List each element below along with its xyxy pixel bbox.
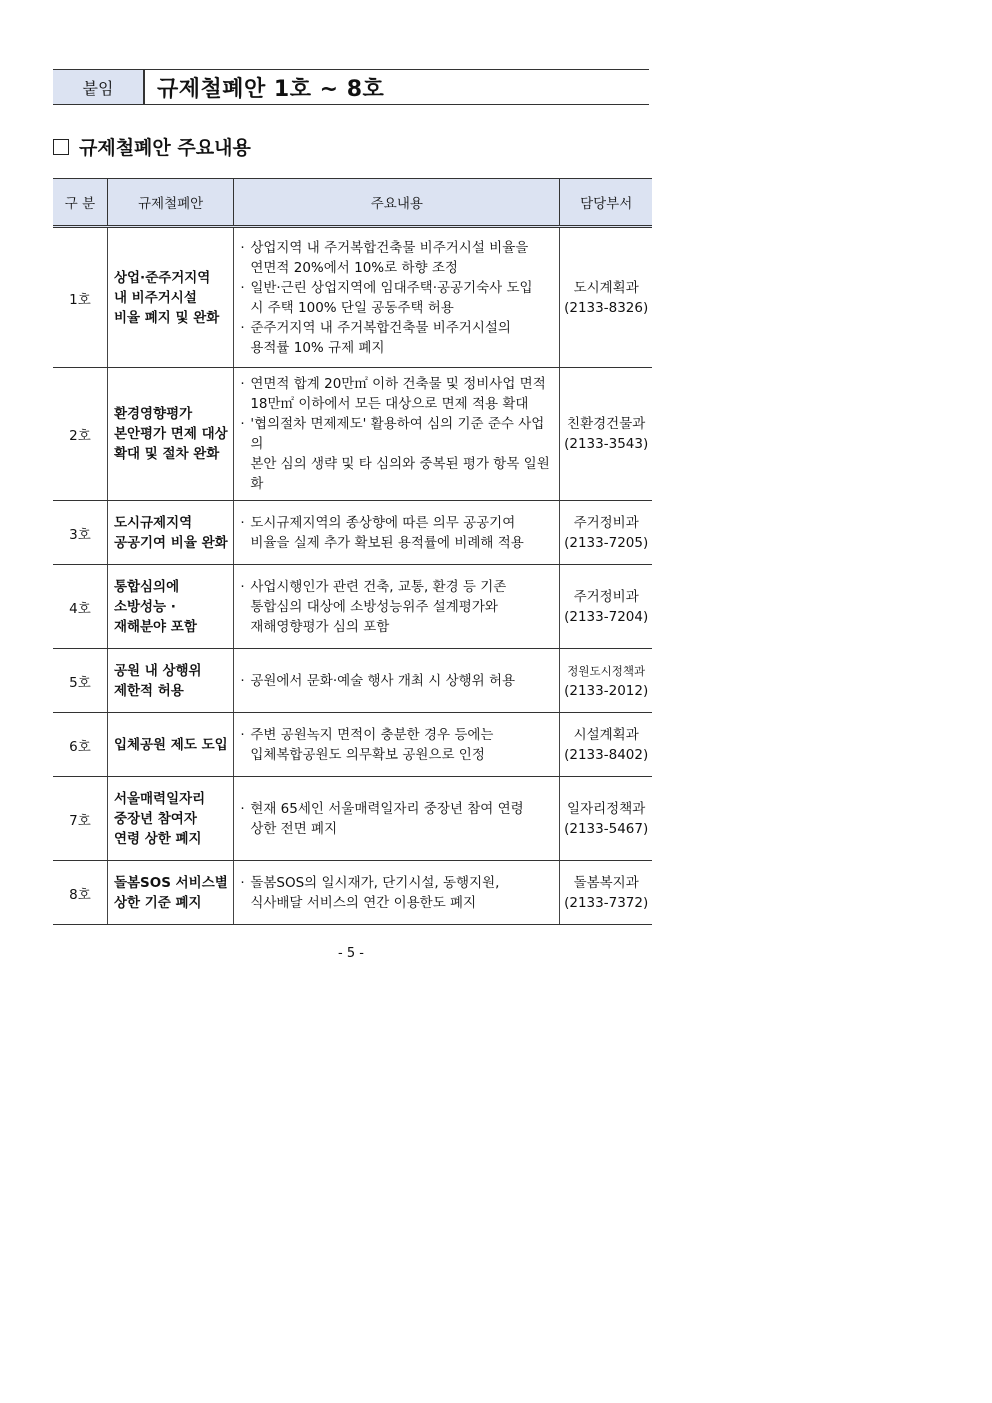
content-line [240, 617, 553, 637]
proposal-title-line: 상업·준주거지역 [113, 269, 211, 286]
department-phone: (2133-8402) [564, 746, 649, 763]
content-line [240, 238, 553, 258]
proposal-title-line: 서울매력일자리 [113, 790, 206, 807]
bullet [240, 533, 250, 553]
bullet [240, 597, 250, 617]
content-line [240, 799, 553, 819]
department-phone: (2133-7205) [564, 534, 649, 551]
content-line [240, 278, 553, 298]
content-text: 시 주택 100% 단일 공동주택 허용 [250, 299, 454, 316]
column-header-number: 구 분 [53, 179, 107, 227]
bullet [240, 893, 250, 913]
content-text: 공원에서 문화·예술 행사 개최 시 상행위 허용 [250, 672, 516, 689]
department-name: 돌봄복지과 [573, 874, 639, 891]
bullet: · [240, 726, 245, 743]
proposal-title-line: 공원 내 상행위 [113, 662, 202, 679]
main-content [234, 565, 560, 649]
department-phone: (2133-2012) [564, 682, 649, 699]
proposal-title-line: 도시규제지역 [113, 514, 193, 531]
proposal-title-line: 상한 기준 폐지 [113, 894, 202, 911]
bullet: · [240, 874, 245, 891]
bullet: · [240, 319, 245, 336]
content-text: 연면적 합계 20만㎡ 이하 건축물 및 정비사업 면적 [250, 376, 546, 392]
bullet: · [240, 672, 245, 689]
bullet [240, 745, 250, 765]
content-text: 18만㎡ 이하에서 모든 대상으로 면제 적용 확대 [250, 396, 529, 412]
table-row [53, 368, 652, 501]
proposal-title [107, 777, 233, 861]
content-line [240, 318, 553, 338]
page-number: - 5 - [338, 946, 364, 961]
content-line [240, 893, 553, 913]
content-text: 식사배달 서비스의 연간 이용한도 폐지 [250, 894, 477, 911]
table-row [53, 227, 652, 368]
proposal-title-line: 공공기여 비율 완화 [113, 534, 228, 551]
content-text: 용적률 10% 규제 폐지 [250, 339, 385, 356]
main-content [234, 713, 560, 777]
department-phone: (2133-8326) [564, 299, 649, 316]
content-text: 준주거지역 내 주거복합건축물 비주거시설의 [250, 319, 511, 336]
bullet [240, 258, 250, 278]
row-number: 8호 [53, 861, 107, 925]
content-line [240, 394, 553, 414]
proposal-title-line: 통합심의에 [113, 578, 180, 595]
proposal-title-line: 환경영향평가 [113, 406, 193, 422]
content-text: 입체복합공원도 의무확보 공원으로 인정 [250, 746, 485, 763]
content-line [240, 819, 553, 839]
bullet [240, 338, 250, 358]
bullet: · [240, 279, 245, 296]
department-name: 일자리정책과 [567, 800, 646, 817]
bullet [240, 454, 250, 494]
row-number: 6호 [53, 713, 107, 777]
department [560, 565, 652, 649]
bullet [240, 819, 250, 839]
row-number: 2호 [53, 368, 107, 501]
proposal-title [107, 649, 233, 713]
content-line [240, 533, 553, 553]
row-number: 7호 [53, 777, 107, 861]
proposal-title-line: 확대 및 절차 완화 [113, 446, 220, 462]
proposal-title [107, 565, 233, 649]
proposal-title-line: 중장년 참여자 [113, 810, 197, 827]
content-text: 본안 심의 생략 및 타 심의와 중복된 평가 항목 일원화 [250, 456, 550, 492]
bullet [240, 298, 250, 318]
table-row [53, 565, 652, 649]
content-text: 통합심의 대상에 소방성능위주 설계평가와 [250, 598, 498, 615]
table-row [53, 861, 652, 925]
department [560, 227, 652, 368]
content-line [240, 374, 553, 394]
department [560, 501, 652, 565]
proposal-title [107, 227, 233, 368]
content-text: 상한 전면 폐지 [250, 820, 338, 837]
proposal-title-line: 소방성능 · [113, 598, 176, 615]
main-content [234, 368, 560, 501]
proposal-title [107, 501, 233, 565]
content-line [240, 745, 553, 765]
department-name: 주거정비과 [573, 514, 639, 531]
row-number: 1호 [53, 227, 107, 368]
table-row [53, 501, 652, 565]
department [560, 713, 652, 777]
department-name: 도시계획과 [573, 279, 639, 296]
content-text: 현재 65세인 서울매력일자리 중장년 참여 연령 [250, 800, 524, 817]
bullet [240, 617, 250, 637]
bullet: · [240, 800, 245, 817]
proposal-title-line: 재해분야 포함 [113, 618, 197, 635]
checkbox-square-icon [53, 139, 69, 155]
content-line [240, 671, 553, 691]
regulation-table [53, 178, 652, 925]
proposal-title [107, 861, 233, 925]
content-text: 일반·근린 상업지역에 임대주택·공공기숙사 도입 [250, 279, 533, 296]
proposal-title-line: 본안평가 면제 대상 [113, 426, 228, 442]
content-text: 재해영향평가 심의 포함 [250, 618, 390, 635]
proposal-title-line: 돌봄SOS 서비스별 [113, 874, 228, 891]
document-header [53, 69, 649, 105]
bullet [240, 394, 250, 414]
column-header-content: 주요내용 [234, 179, 560, 227]
content-text: 사업시행인가 관련 건축, 교통, 환경 등 기존 [250, 578, 507, 595]
department-name: 주거정비과 [573, 588, 639, 605]
proposal-title-line: 비율 폐지 및 완화 [113, 309, 220, 326]
department-phone: (2133-3543) [564, 436, 649, 452]
row-number: 3호 [53, 501, 107, 565]
department-phone: (2133-7204) [564, 608, 649, 625]
row-number: 4호 [53, 565, 107, 649]
content-text: 비율을 실제 추가 확보된 용적률에 비례해 적용 [250, 534, 524, 551]
bullet: · [240, 239, 245, 256]
department-name: 시설계획과 [573, 726, 639, 743]
section-title: 규제철폐안 주요내용 [79, 137, 251, 159]
table-row [53, 649, 652, 713]
document-title: 규제철폐안 1호 ~ 8호 [157, 76, 385, 102]
content-text: 도시규제지역의 종상향에 따른 의무 공공기여 [250, 514, 516, 531]
bullet: · [240, 514, 245, 531]
bullet: · [240, 416, 245, 432]
table-header-row [53, 179, 652, 227]
department-phone: (2133-7372) [564, 894, 649, 911]
department [560, 368, 652, 501]
attachment-tag: 붙임 [53, 70, 145, 104]
main-content [234, 861, 560, 925]
proposal-title-line: 제한적 허용 [113, 682, 184, 699]
content-text: 연면적 20%에서 10%로 하향 조정 [250, 259, 458, 276]
content-line [240, 725, 553, 745]
content-line [240, 454, 553, 494]
proposal-title-line: 입체공원 제도 도입 [113, 736, 228, 753]
table-row [53, 777, 652, 861]
proposal-title [107, 368, 233, 501]
content-text: 주변 공원녹지 면적이 충분한 경우 등에는 [250, 726, 494, 743]
content-line [240, 258, 553, 278]
content-text: 돌봄SOS의 일시재가, 단기시설, 동행지원, [250, 874, 500, 891]
table-row [53, 713, 652, 777]
proposal-title-line: 연령 상한 폐지 [113, 830, 202, 847]
bullet: · [240, 376, 245, 392]
content-text: '협의절차 면제제도' 활용하여 심의 기준 준수 사업의 [250, 416, 545, 452]
department [560, 861, 652, 925]
proposal-title-line: 내 비주거시설 [113, 289, 197, 306]
department-name: 친환경건물과 [567, 416, 646, 432]
department [560, 649, 652, 713]
content-line [240, 873, 553, 893]
main-content [234, 227, 560, 368]
department-name: 정원도시정책과 [567, 663, 646, 678]
main-content [234, 649, 560, 713]
content-line [240, 414, 553, 454]
content-line [240, 577, 553, 597]
content-line [240, 338, 553, 358]
main-content [234, 777, 560, 861]
column-header-proposal: 규제철폐안 [107, 179, 233, 227]
content-line [240, 597, 553, 617]
column-header-department: 담당부서 [560, 179, 652, 227]
main-content [234, 501, 560, 565]
row-number: 5호 [53, 649, 107, 713]
content-text: 상업지역 내 주거복합건축물 비주거시설 비율을 [250, 239, 529, 256]
content-line [240, 513, 553, 533]
department [560, 777, 652, 861]
section-heading [53, 133, 251, 160]
department-phone: (2133-5467) [564, 820, 649, 837]
content-line [240, 298, 553, 318]
proposal-title [107, 713, 233, 777]
bullet: · [240, 578, 245, 595]
